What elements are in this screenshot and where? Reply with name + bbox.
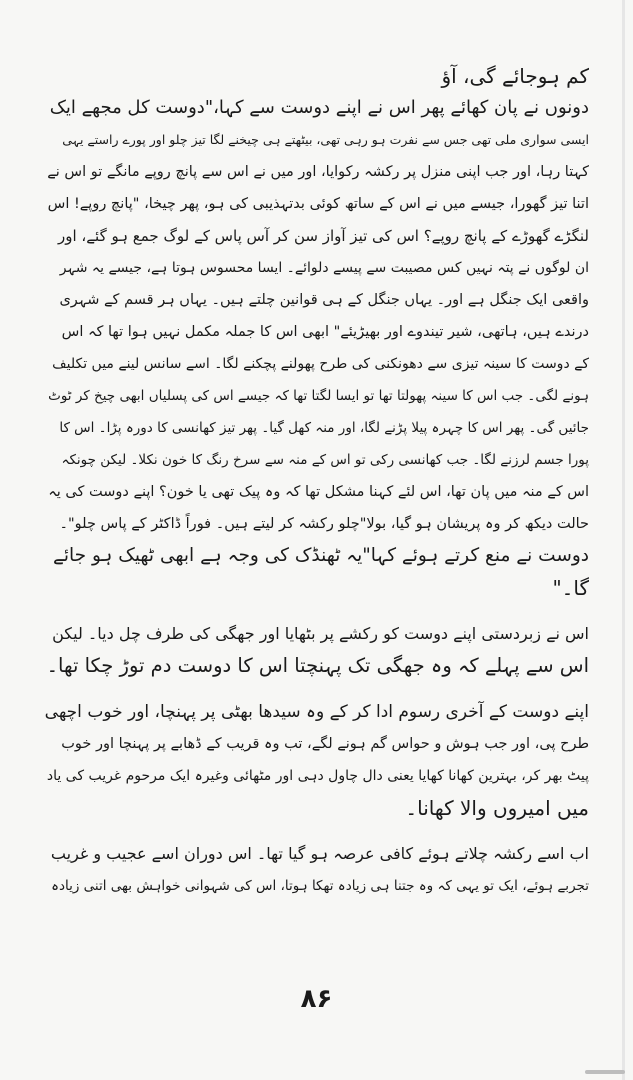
scan-artifact xyxy=(585,1070,625,1074)
paragraph-2 xyxy=(44,92,589,540)
text-line: میں امیروں والا کھانا۔ xyxy=(405,796,589,820)
text-line: طرح پی، اور جب ہوش و حواس گم ہونے لگے، تب وہ قریب کے ڈھابے پر پہنچا اور خوب xyxy=(61,736,589,752)
text-line: اب اسے رکشہ چلاتے ہوئے کافی عرصہ ہو گیا تھا۔ اس دوران اسے عجیب و غریب xyxy=(50,844,589,863)
scan-edge-shadow xyxy=(622,0,625,1080)
text-line: کے دوست کا سینہ تیزی سے دھونکنی کی طرح پھولنے پچکنے لگا۔ اسے سانس لینے میں تکلیف xyxy=(52,356,589,372)
text-line: اپنے دوست کے آخری رسوم ادا کر کے وہ سیدھا بھٹی پر پہنچا، اور خوب اچھی xyxy=(44,702,589,722)
text-line: اس نے زبردستی اپنے دوست کو رکشے پر بٹھایا اور جھگی کی طرف چل دیا۔ لیکن xyxy=(52,624,589,643)
text-line: دونوں نے پان کھائے پھر اس نے اپنے دوست سے کہا،"دوست کل مجھے ایک xyxy=(49,97,589,118)
page-body-text xyxy=(44,60,589,902)
text-line: پیٹ بھر کر، بہترین کھانا کھایا یعنی دال چاول دہی اور مٹھائی وغیرہ ایک مرحوم غریب کی یاد xyxy=(46,768,589,784)
paragraph-6 xyxy=(44,838,589,902)
text-line: کم ہوجائے گی، آؤ xyxy=(441,64,589,88)
text-line: اس کے منہ میں پان تھا، اس لئے کہنا مشکل تھا کہ وہ پیک تھی یا خون؟ اپنے دوست کی یہ xyxy=(48,484,589,500)
paragraph-3 xyxy=(44,540,589,604)
text-line: ہونے لگی۔ جب اس کا سینہ پھولتا تھا تو ایسا لگتا تھا کہ جیسے اس کی پسلیاں ابھی چیخ کر ٹوٹ xyxy=(48,388,589,404)
text-line: گا۔" xyxy=(552,576,589,600)
text-line: جائیں گی۔ پھر اس کا چہرہ پیلا پڑنے لگا، اور منہ کھل گیا۔ پھر تیز کھانسی کا دورہ پڑا۔ اس کا xyxy=(59,420,589,436)
text-line: درندے ہیں، ہاتھی، شیر تیندوے اور بھیڑیئے" ابھی اس کا جملہ مکمل نہیں ہوا تھا کہ اس xyxy=(61,324,589,340)
text-line: لنگڑے گھوڑے کے پانچ روپے؟ اس کی تیز آواز سن کر آس پاس کے لوگ جمع ہو گئے، اور xyxy=(57,227,589,245)
text-line: ان لوگوں نے پتہ نہیں کس مصیبت سے پیسے دلوائے۔ ایسا محسوس ہوتا ہے، جیسے یہ شہر xyxy=(59,260,589,276)
page-number: ۸۶ xyxy=(300,984,333,1014)
text-line: ایسی سواری ملی تھی جس سے نفرت ہو رہی تھی، بیٹھتے ہی چیخنے لگا تیز چلو اور پورے راستے یہی xyxy=(62,132,589,147)
paragraph-4 xyxy=(44,618,589,682)
paragraph-1 xyxy=(44,60,589,92)
text-line: اتنا تیز گھورا، جیسے میں نے اس کے ساتھ کوئی بدتہذیبی کی ہو، پھر چیخا، "پانچ روپے! اس xyxy=(47,196,589,212)
paragraph-5 xyxy=(44,696,589,824)
text-line: کہتا رہا، اور جب اپنی منزل پر رکشہ رکوایا، اور میں نے اس سے پانچ روپے مانگے تو اس نے xyxy=(47,164,589,180)
text-line: حالت دیکھ کر وہ پریشان ہو گیا، بولا"چلو رکشہ کر لیتے ہیں۔ فوراً ڈاکٹر کے پاس چلو"۔ xyxy=(59,516,589,532)
text-line: دوست نے منع کرتے ہوئے کہا"یہ ٹھنڈک کی وجہ ہے ابھی ٹھیک ہو جائے xyxy=(53,545,589,566)
text-line: پورا جسم لرزنے لگا۔ جب کھانسی رکی تو اس کے منہ سے سرخ رنگ کا خون نکلا۔ لیکن چونکہ xyxy=(61,452,589,468)
text-line: اس سے پہلے کہ وہ جھگی تک پہنچتا اس کا دوست دم توڑ چکا تھا۔ xyxy=(46,654,589,677)
text-line: تجربے ہوئے، ایک تو یہی کہ وہ جتنا ہی زیادہ تھکا ہوتا، اس کی شہوانی خواہش بھی اتنی زیادہ xyxy=(51,878,589,894)
text-line: واقعی ایک جنگل ہے اور۔ یہاں جنگل کے ہی قوانین چلتے ہیں۔ یہاں ہر قسم کے شہری xyxy=(59,292,589,308)
